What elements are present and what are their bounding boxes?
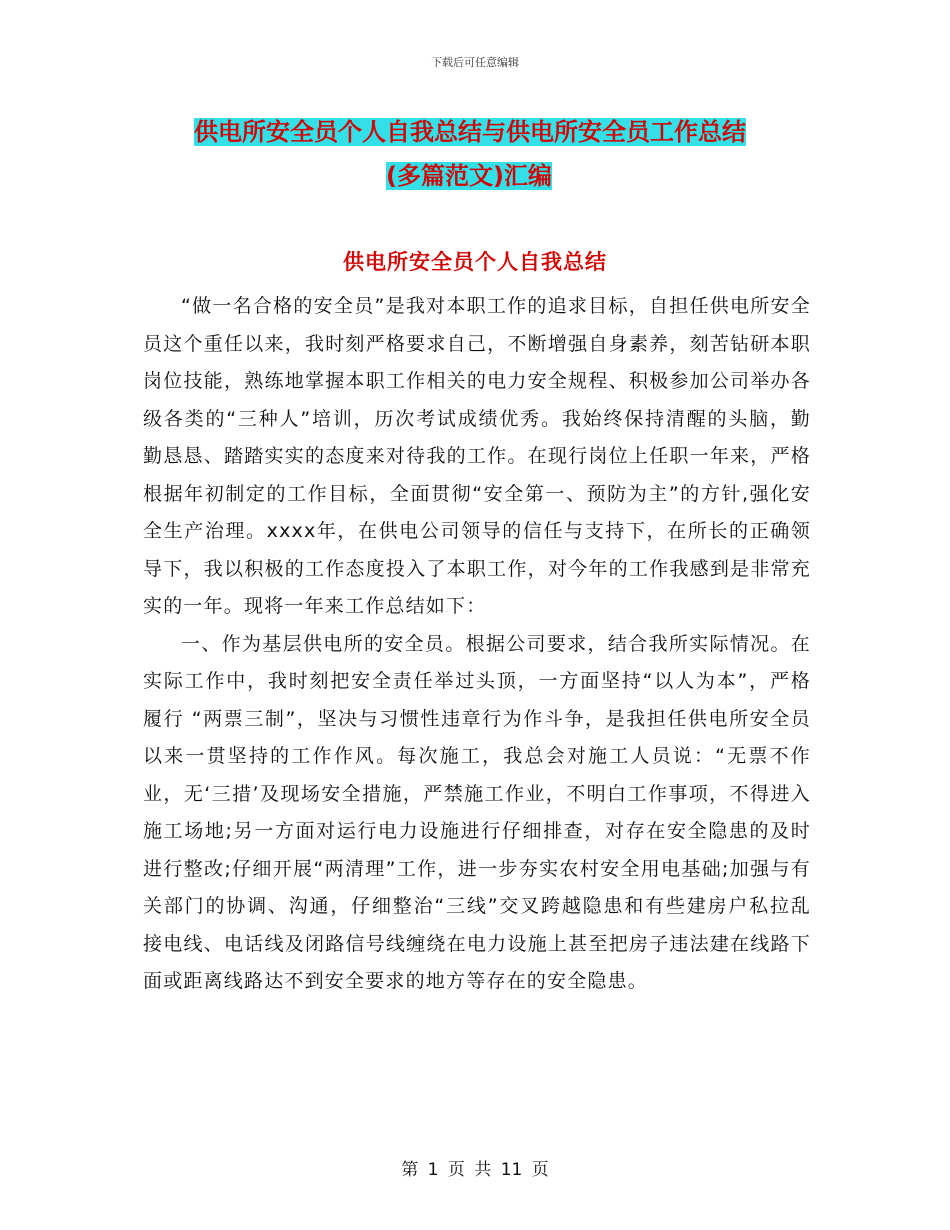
paragraph: 一、作为基层供电所的安全员。根据公司要求，结合我所实际情况。在实际工作中，我时刻把安全责任举过头顶，一方面坚持“以人为本”，严格履行 “两票三制”，坚决与习惯性违章行为作斗争，是我担任供电所安全员以来一贯坚持的工作作风。每次施工，我总会对施工人员说：“无票不作业，无‘三措’及现场安全措施，严禁施工作业，不明白工作事项，不得进入施工场地;另一方面对运行电力设施进行仔细排查，对存在安全隐患的及时进行整改;仔细开展“两清理”工作，进一步夯实农村安全用电基础;加强与有关部门的协调、沟通，仔细整治“三线”交叉跨越隐患和有些建房户私拉乱接电线、电话线及闭路信号线缠绕在电力设施上甚至把房子违法建在线路下面或距离线路达不到安全要求的地方等存在的安全隐患。 xyxy=(143,632,811,992)
section-title: 供电所安全员个人自我总结 xyxy=(343,250,607,274)
title-line-2 xyxy=(144,154,806,198)
document-title xyxy=(144,110,806,198)
title-line-2-text: (多篇范文)汇编 xyxy=(386,162,552,190)
paragraph: “做一名合格的安全员”是我对本职工作的追求目标，自担任供电所安全员这个重任以来，我时刻严格要求自己，不断增强自身素养，刻苦钻研本职岗位技能，熟练地掌握本职工作相关的电力安全规程、积极参加公司举办各级各类的“三种人”培训，历次考试成绩优秀。我始终保持清醒的头脑，勤勤恳恳、踏踏实实的态度来对待我的工作。在现行岗位上任职一年来，严格根据年初制定的工作目标，全面贯彻“安全第一、预防为主”的方针,强化安全生产治理。xxxx年，在供电公司领导的信任与支持下，在所长的正确领导下，我以积极的工作态度投入了本职工作，对今年的工作我感到是非常充实的一年。现将一年来工作总结如下： xyxy=(143,295,811,617)
title-line-1-text: 供电所安全员个人自我总结与供电所安全员工作总结 xyxy=(194,118,746,146)
title-line-1 xyxy=(144,110,806,154)
body-text xyxy=(143,288,811,1001)
page-number: 第 1 页 共 11 页 xyxy=(401,1160,549,1180)
header-note: 下载后可任意编辑 xyxy=(431,56,519,69)
